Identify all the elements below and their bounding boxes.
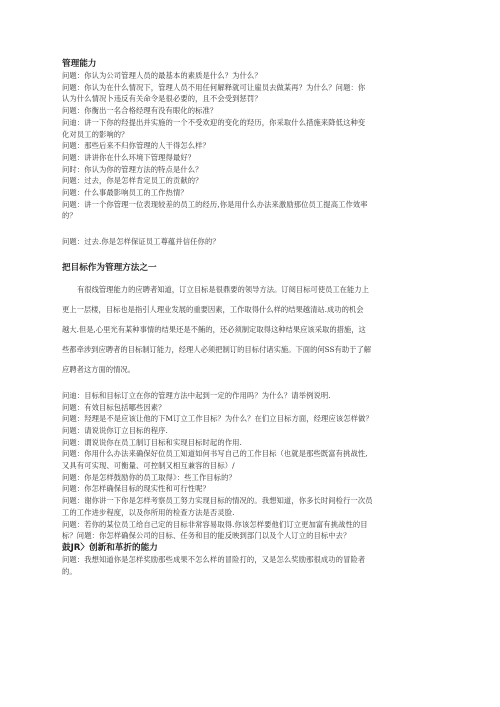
- question-line: 问题：有效目标包括哪些因素？: [62, 402, 166, 412]
- question-line: 问题：你认为在什么情况下，管理人员不用任何解释就可让雇员去做某再？为什么？问题：你: [62, 82, 366, 92]
- intro-paragraph: [62, 280, 438, 380]
- question-line: 标？问题：你怎样确保公司的目标、任务和目的能反映到部门以及个人订立的目标中去？: [62, 531, 351, 541]
- question-line: 问题：那些后来不归你管理的人干得怎么样？: [62, 141, 210, 151]
- question-line: 问题：若你的某位员工给自己定的目标非常容易取得.你该怎样要他们订立更加富有挑战性的目: [62, 519, 368, 529]
- section-heading-management: 管理能力: [62, 59, 97, 69]
- question-line: 问题：讲讲你在什么环境下管理得最好？: [62, 152, 196, 162]
- section1-questions: [62, 70, 438, 222]
- question-line: 问题：羟理是不是应该让他的下M订立工作目标？为什么？在们立目标方面，经理应该怎样做？: [62, 414, 373, 424]
- question-line: 问题：什么事最影响员工的工作热情？: [62, 188, 188, 198]
- section-heading-goals: 把目标作为管理方法之一: [62, 262, 157, 273]
- paragraph-line: 更上一层楼，目标也是指引人理业发展的重要因素，工作取得什么样的结果越清站.成功的机会: [62, 304, 364, 314]
- question-line: 问题：请说说你订立目标的程序.: [62, 425, 168, 435]
- question-line: 问题：你衡出一名合格经理有没有眼化的标准？: [62, 106, 218, 116]
- question-line: 问题：过去，你是怎样肯定员工的贡献的？: [62, 176, 203, 186]
- question-line: 问时：你认为你的管理方法的特点是什么？: [62, 164, 203, 174]
- question-line: 问迪：目标和目标订立在你的管理方法中起到一定的作用吗？为什么？请举例说明.: [62, 390, 331, 400]
- question-line: 问题：谓说说你在员工制订目标和实现目标时起的作用.: [62, 437, 242, 447]
- question-line: 问题：你认为公司管理人员的最基本的素质是什么？为什么？: [62, 71, 262, 80]
- paragraph-line: 有很线管理能力的应聘者知道，订立目标是很鼎要的领导方法。订阅目标可使员工在能力上: [77, 284, 369, 294]
- question-line: 的？: [62, 211, 77, 221]
- question-line-trust: 问题：过去.你是怎样保证员工尊蕴并信任你的？: [62, 237, 220, 247]
- paragraph-line: 越大.但是,心里光有某种事情的结果还是不鮪的，还必须制定取得这种结果应该采取的措施，这: [62, 324, 366, 334]
- question-line: 问题：你怎样确保目标的现实性和可行性呢？: [62, 484, 210, 494]
- question-line: 问题：你用什么办法来确保好位员工知道如何书写自己的工作目标（也就是那些既富有挑战性,: [62, 449, 368, 459]
- section3-questions: [62, 554, 438, 577]
- question-line: 问题：你是怎样鼓励你的员工取得》：些工作目标的？: [62, 472, 236, 482]
- question-line: 化对员工的影响的？: [62, 129, 129, 139]
- section-heading-innovation: 鼓JR〉创新和革折的能力: [62, 542, 158, 553]
- question-line: 认为什么情况卜违反有关命令是很必要的，且不会受到惩罚？: [62, 94, 262, 104]
- question-line: 问题：谢你讲一下你是怎样考察员工努力实现目标的情况的。我想知道，你多长时间检行一次员: [62, 496, 373, 506]
- question-line: 问迪：讲一下你的羟提出并实施的一个不受欢迎的变化的羟历，你采取什么措施来降低这种变: [62, 117, 366, 127]
- question-line: 又具有可实现、可衡量、可控制又相互兼容的目标）/: [62, 461, 235, 471]
- question-line: 问题：我想知道你是怎样奖励那些成果不怎么样的冒险打的，又是怎么奖励那很成功的冒险者: [62, 554, 366, 564]
- question-line: 工的工作进步程度，以及你所用的检查方法是否灵脸.: [62, 507, 235, 517]
- question-line: 问题：讲一个你管理一位表现较差的员工的经历,你是用什么办法来激励那位员工提高工作效率: [62, 199, 368, 209]
- paragraph-line: 应聘者这方面的情况。: [62, 364, 135, 374]
- section2-questions: [62, 390, 438, 542]
- document-body: [62, 58, 438, 577]
- paragraph-line: 些都牵涉到应聘者的目标制订能力，经理人必须把制订的目标付诸实施。下面的何SS有助于了解: [62, 344, 372, 354]
- question-line: 的。: [62, 566, 77, 576]
